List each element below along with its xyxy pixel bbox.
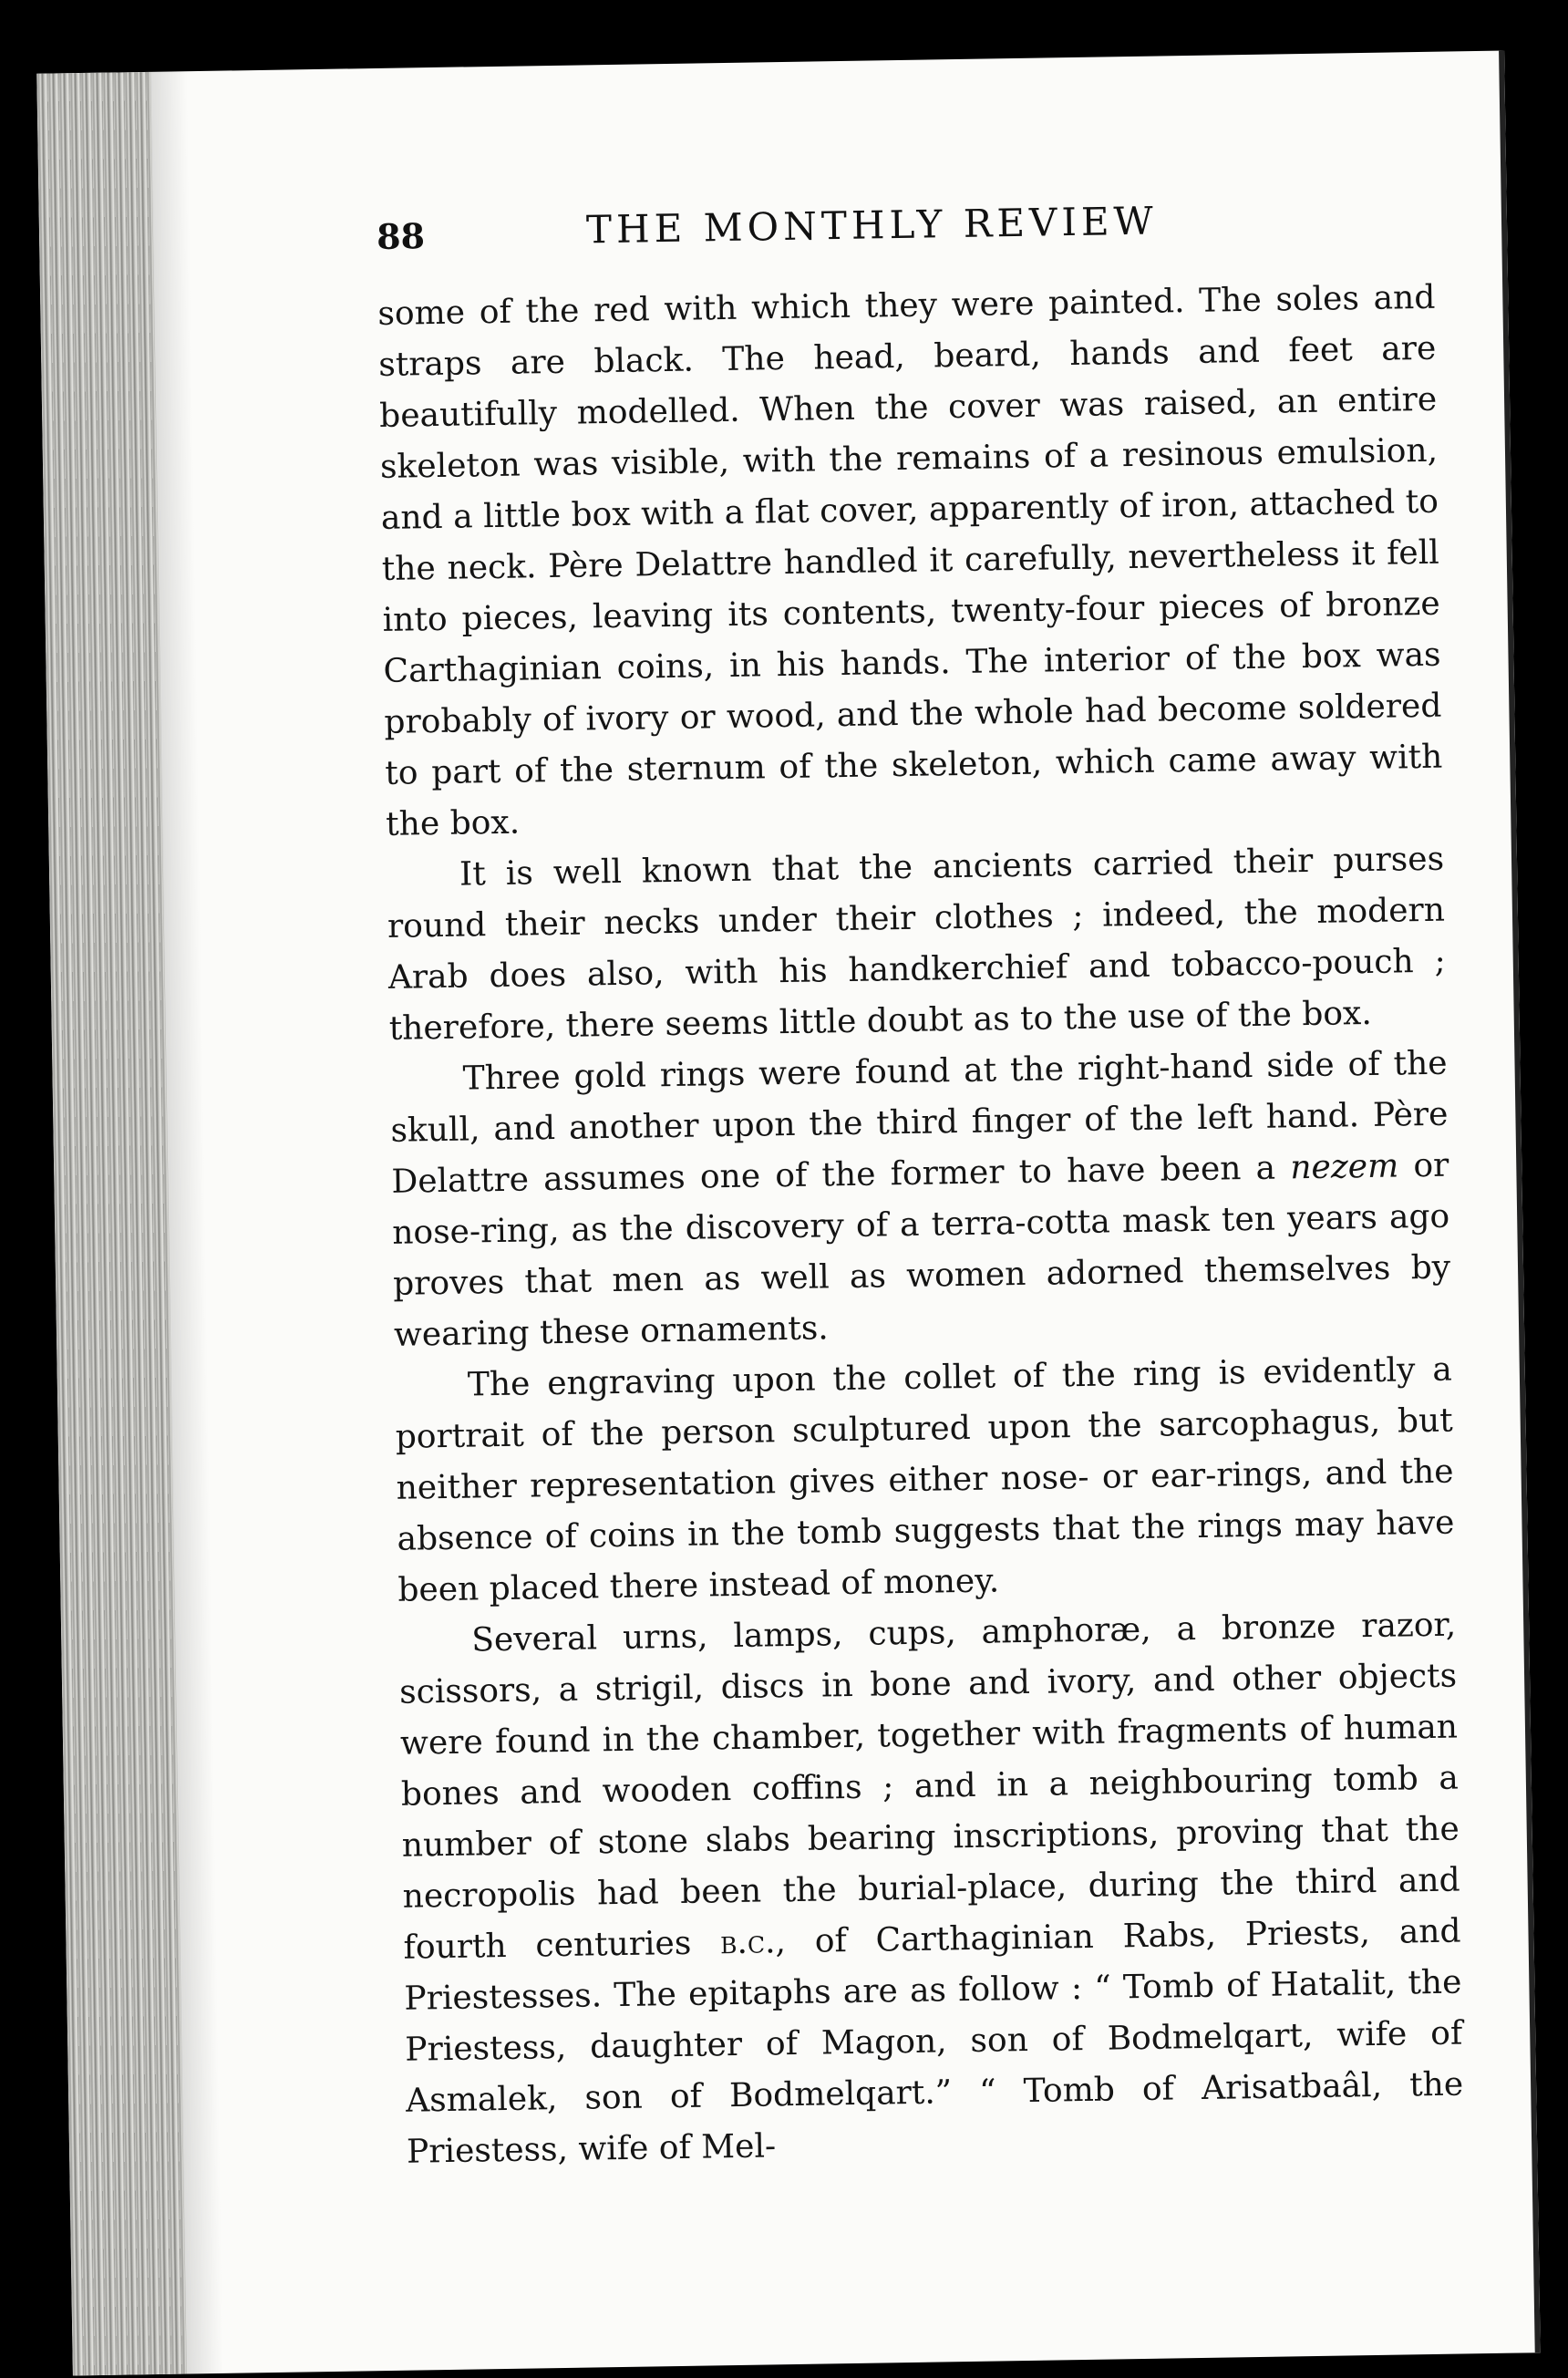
paragraph-text: or nose-ring, as the discovery of a terra-cotta mask ten years ago proves that men as well as women adorned themselves by wearing these ornaments. bbox=[391, 1146, 1451, 1354]
paragraph bbox=[389, 1039, 1451, 1361]
page-right-edge bbox=[1499, 51, 1541, 2353]
body-text bbox=[377, 273, 1464, 2178]
book-page bbox=[36, 51, 1540, 2376]
page-header bbox=[377, 189, 1435, 278]
paragraph: some of the red with which they were painted. The soles and straps are black. The head, beard, hands and feet are beautifully modelled. When the cover was raised, an entire skeleton was visible, with the remains of a resinous emulsion, and a little box with a flat cover, apparently of iron, attached to the neck. Père Delattre handled it carefully, nevertheless it fell into pieces, leaving its contents, twenty-four pieces of bronze Carthaginian coins, in his hands. The interior of the box was probably of ivory or wood, and the whole had become soldered to part of the sternum of the skeleton, which came away with the box. bbox=[377, 278, 1443, 843]
paragraph-text: Several urns, lamps, cups, amphoræ, a bronze razor, scissors, a strigil, discs in bone and ivory, and other objects were found in the chamber, together with fragments of human bones and wooden coffins ; and in a neighbouring tomb a number of stone slabs bearing inscriptions, proving that the necropolis had been the burial-place, during the third and fourth centuries bbox=[398, 1606, 1460, 1967]
small-caps-abbrev: b.c. bbox=[719, 1923, 776, 1962]
paragraph bbox=[398, 1600, 1465, 2178]
paragraph: The engraving upon the collet of the ring is evidently a portrait of the person sculptured upon the sarcophagus, but neither representation gives either nose- or ear-rings, and the absence of coins in the tomb suggests that the rings may have been placed there instead of money. bbox=[395, 1350, 1455, 1609]
paragraph-text: , of Carthaginian Rabs, Priests, and Priestesses. The epitaphs are as follow : “ Tomb of Hatalit, the Priestess, daughter of Magon, son of Bodmelqart, wife of Asmalek, son of Bodmelqart.” “ Tomb of Arisatbaâl, the Priestess, wife of Mel- bbox=[404, 1912, 1464, 2171]
paragraph-text: Three gold rings were found at the right-hand side of the skull, and another upon the third finger of the left hand. Père Delattre assumes one of the former to have been a bbox=[390, 1044, 1449, 1201]
italic-term: nezem bbox=[1289, 1147, 1399, 1187]
page-number: 88 bbox=[376, 215, 426, 257]
running-title: THE MONTHLY REVIEW bbox=[585, 198, 1159, 253]
paragraph: It is well known that the ancients carried their purses round their necks under their clothes ; indeed, the modern Arab does also, with his handkerchief and tobacco-pouch ; therefore, there seems little doubt as to the use of the box. bbox=[387, 840, 1447, 1048]
